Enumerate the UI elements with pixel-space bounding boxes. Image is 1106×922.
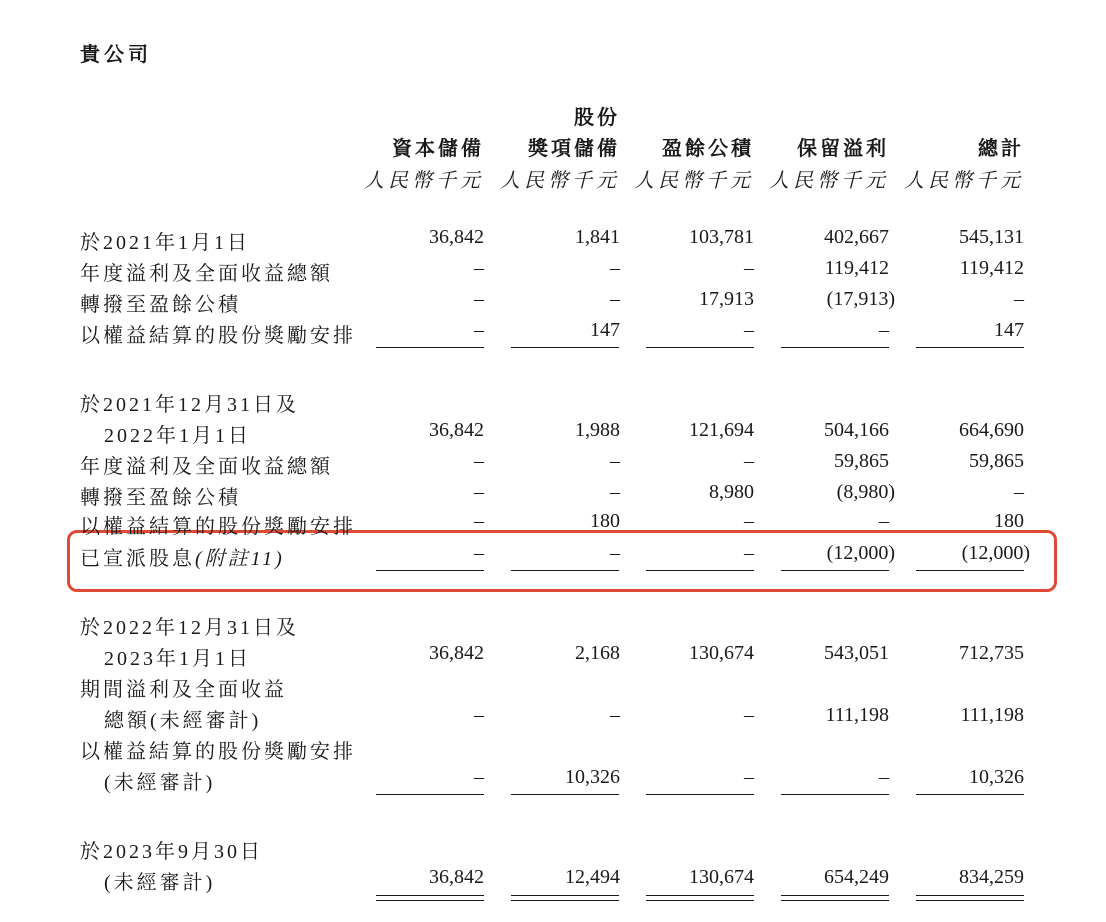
cell-value: 12,494: [565, 866, 620, 888]
cell-value: 130,674: [689, 642, 754, 664]
subtotal-rule: [646, 570, 754, 571]
subtotal-rule: [511, 570, 619, 571]
header-retained-profits: 保留溢利: [797, 136, 889, 160]
cell-value: –: [474, 542, 484, 564]
cell-value: 147: [590, 319, 620, 341]
cell-value: 121,694: [689, 419, 754, 441]
cell-value: 59,865: [969, 450, 1024, 472]
cell-value: –: [610, 288, 620, 310]
subtotal-rule: [511, 794, 619, 795]
row-label: 轉撥至盈餘公積: [80, 487, 241, 509]
subtotal-rule: [916, 794, 1024, 795]
total-double-rule: [916, 895, 1024, 901]
cell-value: 10,326: [969, 766, 1024, 788]
subtotal-rule: [376, 570, 484, 571]
cell-value: 147: [994, 319, 1024, 341]
cell-value: –: [474, 766, 484, 788]
cell-value: –: [744, 510, 754, 532]
cell-value: –: [610, 542, 620, 564]
header-top-label: 股份: [574, 105, 620, 129]
row-label: 2022年1月1日: [104, 425, 251, 447]
cell-value: –: [744, 542, 754, 564]
subtotal-rule: [916, 570, 1024, 571]
cell-value: 2,168: [575, 642, 620, 664]
header-unit: 人民幣千元: [904, 170, 1024, 192]
cell-value: 119,412: [959, 257, 1024, 279]
cell-value: –: [744, 704, 754, 726]
subtotal-rule: [781, 794, 889, 795]
cell-value: 111,198: [825, 704, 889, 726]
cell-value: 402,667: [824, 226, 889, 248]
subtotal-rule: [376, 347, 484, 348]
subtotal-rule: [646, 794, 754, 795]
header-total: 總計: [978, 136, 1024, 160]
cell-value: –: [744, 319, 754, 341]
cell-value: –: [744, 766, 754, 788]
cell-value: –: [744, 450, 754, 472]
row-label: 於2021年12月31日及: [80, 394, 299, 416]
cell-value: 1,841: [575, 226, 620, 248]
row-label: 期間溢利及全面收益: [80, 679, 287, 701]
row-label: 年度溢利及全面收益總額: [80, 263, 333, 285]
cell-value: 545,131: [959, 226, 1024, 248]
header-unit: 人民幣千元: [634, 170, 754, 192]
subtotal-rule: [376, 794, 484, 795]
cell-value: 111,198: [960, 704, 1024, 726]
page-title: 貴公司: [80, 42, 152, 66]
total-double-rule: [646, 895, 754, 901]
cell-value: 17,913: [699, 288, 754, 310]
row-label: [80, 542, 285, 571]
cell-value: –: [474, 319, 484, 341]
cell-value: –: [610, 450, 620, 472]
header-unit: 人民幣千元: [364, 170, 484, 192]
header-unit: 人民幣千元: [769, 170, 889, 192]
row-label: 轉撥至盈餘公積: [80, 294, 241, 316]
cell-value: –: [879, 766, 889, 788]
cell-value: 130,674: [689, 866, 754, 888]
cell-value: 103,781: [689, 226, 754, 248]
row-label: (未經審計): [104, 872, 216, 894]
cell-value: 664,690: [959, 419, 1024, 441]
cell-value: 59,865: [834, 450, 889, 472]
cell-value: 654,249: [824, 866, 889, 888]
subtotal-rule: [511, 347, 619, 348]
cell-value: 36,842: [429, 226, 484, 248]
note-reference: (附註11): [195, 548, 285, 570]
row-label: 於2021年1月1日: [80, 232, 250, 254]
cell-value: (8,980): [836, 481, 895, 503]
cell-value: (12,000): [961, 542, 1030, 564]
cell-value: –: [1014, 288, 1024, 310]
cell-value: 36,842: [429, 419, 484, 441]
cell-value: –: [1014, 481, 1024, 503]
cell-value: 180: [994, 510, 1024, 532]
row-label: 於2022年12月31日及: [80, 617, 299, 639]
row-label: 以權益結算的股份獎勵安排: [80, 516, 356, 538]
row-label: 2023年1月1日: [104, 648, 251, 670]
cell-value: –: [474, 288, 484, 310]
cell-value: 712,735: [959, 642, 1024, 664]
cell-value: 36,842: [429, 642, 484, 664]
row-label: 以權益結算的股份獎勵安排: [80, 741, 356, 763]
row-label: 於2023年9月30日: [80, 841, 263, 863]
subtotal-rule: [781, 347, 889, 348]
row-label: 總額(未經審計): [104, 710, 262, 732]
cell-value: –: [610, 257, 620, 279]
cell-value: –: [610, 704, 620, 726]
header-surplus-reserve: 盈餘公積: [662, 136, 754, 160]
cell-value: 8,980: [709, 481, 754, 503]
total-double-rule: [511, 895, 619, 901]
subtotal-rule: [916, 347, 1024, 348]
cell-value: 180: [590, 510, 620, 532]
total-double-rule: [376, 895, 484, 901]
cell-value: –: [610, 481, 620, 503]
row-label: 年度溢利及全面收益總額: [80, 456, 333, 478]
header-unit: 人民幣千元: [500, 170, 620, 192]
cell-value: –: [474, 257, 484, 279]
subtotal-rule: [781, 570, 889, 571]
row-label-text: 已宣派股息: [80, 548, 195, 570]
subtotal-rule: [646, 347, 754, 348]
header-capital-reserve: 資本儲備: [392, 136, 484, 160]
cell-value: –: [474, 704, 484, 726]
row-label: 以權益結算的股份獎勵安排: [80, 325, 356, 347]
cell-value: –: [474, 510, 484, 532]
cell-value: 10,326: [565, 766, 620, 788]
cell-value: –: [474, 481, 484, 503]
cell-value: 36,842: [429, 866, 484, 888]
cell-value: (12,000): [826, 542, 895, 564]
cell-value: –: [879, 510, 889, 532]
row-label: (未經審計): [104, 772, 216, 794]
cell-value: –: [744, 257, 754, 279]
cell-value: –: [879, 319, 889, 341]
cell-value: 1,988: [575, 419, 620, 441]
cell-value: 543,051: [824, 642, 889, 664]
cell-value: 119,412: [824, 257, 889, 279]
header-share-award-reserve: 獎項儲備: [528, 136, 620, 160]
total-double-rule: [781, 895, 889, 901]
cell-value: 834,259: [959, 866, 1024, 888]
cell-value: –: [474, 450, 484, 472]
cell-value: (17,913): [826, 288, 895, 310]
cell-value: 504,166: [824, 419, 889, 441]
